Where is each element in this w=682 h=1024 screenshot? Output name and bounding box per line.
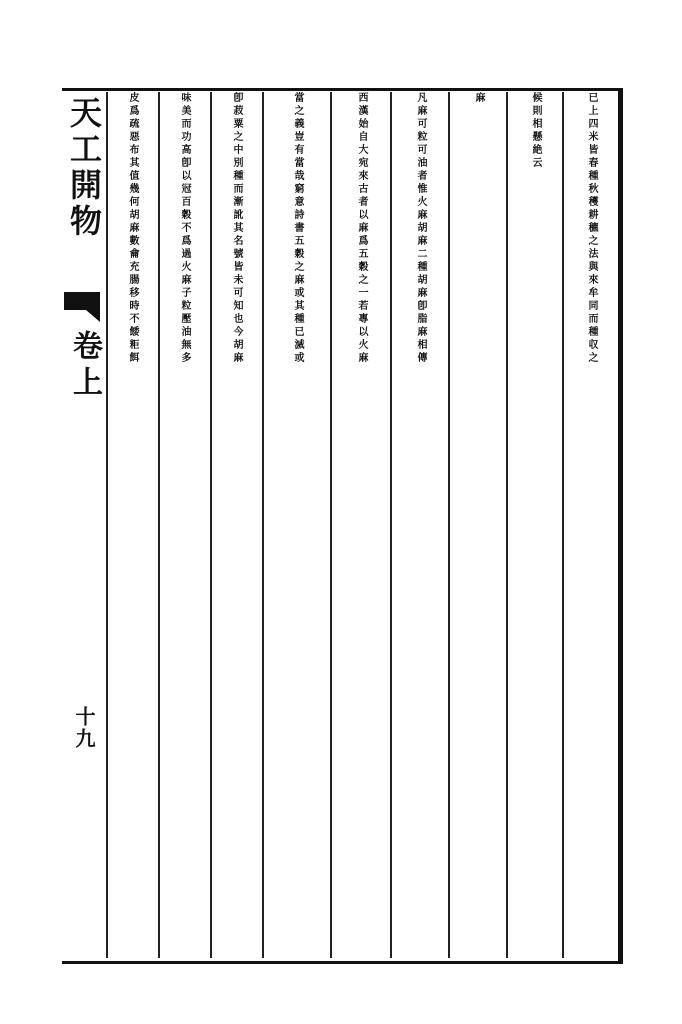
text-column [106,92,158,952]
text-column [564,92,618,952]
text-column [210,92,262,952]
section-heading-column [450,92,506,952]
leaf-number-text: 十九 [72,706,96,750]
margin-volume [62,330,106,402]
margin-leaf-number [62,706,106,750]
text-column [158,92,210,952]
book-title-text: 天工開物 [65,96,103,240]
column-text: 凡麻可粒可油者惟火麻胡麻二種胡麻卽脂麻相傳 [415,92,426,365]
text-column [264,92,330,952]
column-text: 西漢始自大宛來古者以麻爲五穀之一若專以火麻 [356,92,367,365]
column-text: 味美而功高卽以冠百穀不爲過火麻子粒壓油無多 [179,92,190,365]
section-heading: 麻 [473,92,484,105]
column-text: 已上四米皆春種秋穫耕穮之法與來牟同而種収之 [586,92,597,365]
text-column [332,92,390,952]
fishtail-mark-icon [64,292,100,328]
text-column [508,92,562,952]
text-column [392,92,448,952]
margin-book-title [62,96,106,240]
column-text: 卽菽粟之中別種而漸訛其名號皆未可知也今胡麻 [231,92,242,365]
column-text: 候則相懸絶云 [530,92,541,170]
volume-text: 卷上 [67,330,102,402]
column-text: 皮爲疏惡布其值幾何胡麻數龠充腸移時不餧粔餌 [127,92,138,365]
column-text: 當之義豈有當哉窮意詩書五穀之麻或其種已滅或 [292,92,303,365]
